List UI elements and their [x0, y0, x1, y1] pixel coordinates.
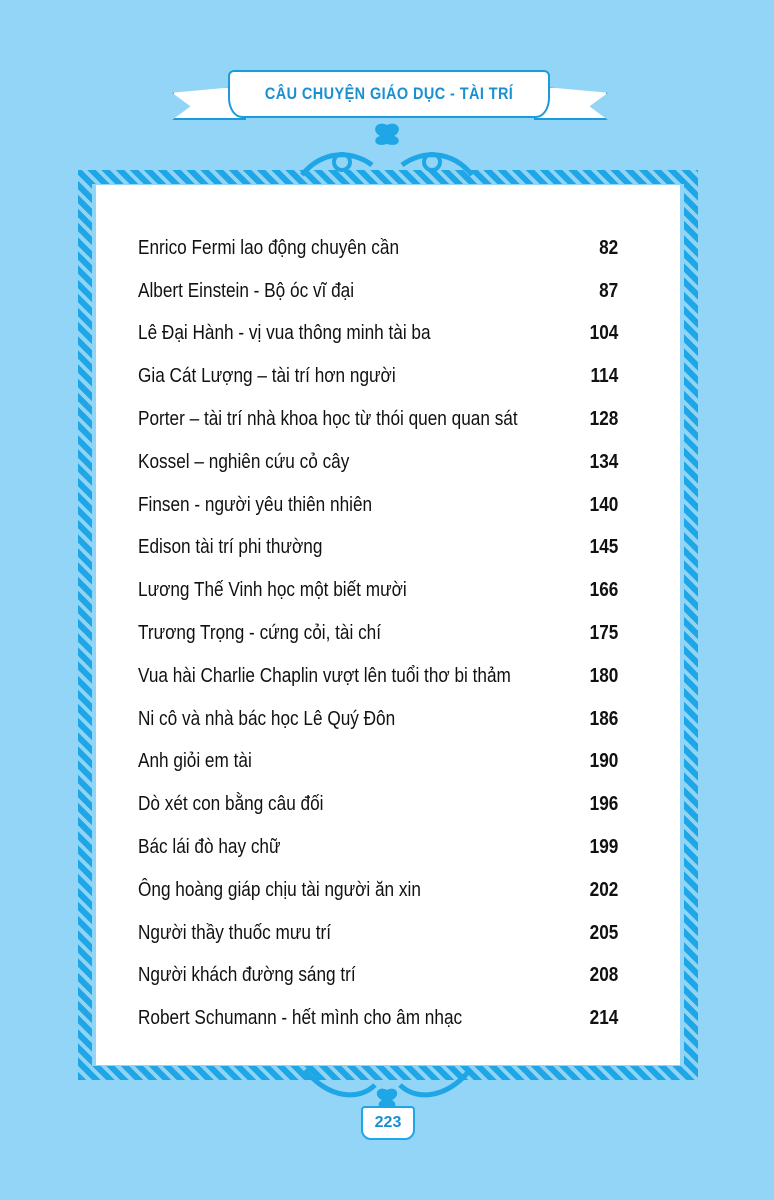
- toc-entry-title: Enrico Fermi lao động chuyên cần: [138, 236, 400, 259]
- toc-entry[interactable]: [138, 997, 618, 1040]
- toc-entry-title: Bác lái đò hay chữ: [138, 836, 281, 859]
- toc-entry-title: Vua hài Charlie Chaplin vượt lên tuổi thơ bi thảm: [138, 664, 511, 687]
- toc-entry-title: Anh giỏi em tài: [138, 750, 252, 773]
- toc-entry-title: Ông hoàng giáp chịu tài người ăn xin: [138, 878, 421, 901]
- toc-entry-page: 82: [598, 236, 618, 259]
- toc-entry-page: 190: [589, 750, 618, 773]
- table-of-contents: [138, 227, 618, 1040]
- toc-entry-page: 128: [589, 408, 618, 431]
- toc-entry-page: 145: [589, 536, 618, 559]
- toc-entry-title: Người thầy thuốc mưu trí: [138, 921, 332, 944]
- toc-entry-title: Porter – tài trí nhà khoa học từ thói quen quan sát: [138, 408, 518, 431]
- toc-entry-page: 202: [589, 878, 618, 901]
- toc-entry-page: 166: [589, 579, 618, 602]
- toc-entry-title: Ni cô và nhà bác học Lê Quý Đôn: [138, 707, 396, 730]
- toc-entry-title: Người khách đường sáng trí: [138, 964, 356, 987]
- toc-entry[interactable]: [138, 826, 618, 869]
- header-title: CÂU CHUYỆN GIÁO DỤC - TÀI TRÍ: [264, 84, 514, 103]
- toc-entry[interactable]: [138, 527, 618, 570]
- toc-entry-page: 114: [590, 365, 618, 388]
- toc-entry-page: 196: [589, 793, 618, 816]
- toc-entry[interactable]: [138, 484, 618, 527]
- toc-entry[interactable]: [138, 227, 618, 270]
- toc-entry[interactable]: [138, 698, 618, 741]
- toc-entry[interactable]: [138, 270, 618, 313]
- toc-entry-page: 87: [598, 279, 618, 302]
- toc-entry-title: Edison tài trí phi thường: [138, 536, 323, 559]
- toc-entry[interactable]: [138, 783, 618, 826]
- toc-entry-title: Robert Schumann - hết mình cho âm nhạc: [138, 1007, 463, 1030]
- page-number: 223: [374, 1114, 402, 1131]
- toc-entry-title: Lương Thế Vinh học một biết mười: [138, 579, 407, 602]
- toc-entry-page: 140: [589, 493, 618, 516]
- toc-entry-page: 199: [589, 836, 618, 859]
- toc-entry-title: Albert Einstein - Bộ óc vĩ đại: [138, 279, 355, 302]
- toc-entry-title: Gia Cát Lượng – tài trí hơn người: [138, 365, 396, 388]
- toc-entry[interactable]: [138, 612, 618, 655]
- toc-entry[interactable]: [138, 955, 618, 998]
- toc-entry[interactable]: [138, 313, 618, 356]
- toc-entry-page: 104: [589, 322, 618, 345]
- toc-entry[interactable]: [138, 355, 618, 398]
- toc-entry[interactable]: [138, 398, 618, 441]
- toc-entry-title: Lê Đại Hành - vị vua thông minh tài ba: [138, 322, 431, 345]
- toc-entry-page: 208: [589, 964, 618, 987]
- toc-entry-page: 180: [589, 664, 618, 687]
- toc-entry-title: Dò xét con bằng câu đối: [138, 793, 324, 816]
- toc-entry-title: Kossel – nghiên cứu cỏ cây: [138, 450, 350, 473]
- toc-entry[interactable]: [138, 441, 618, 484]
- toc-entry-page: 205: [589, 921, 618, 944]
- toc-entry[interactable]: [138, 655, 618, 698]
- toc-entry-title: Trương Trọng - cứng cỏi, tài chí: [138, 622, 382, 645]
- top-ornament-icon: [292, 120, 482, 180]
- toc-entry[interactable]: [138, 741, 618, 784]
- toc-entry-page: 214: [589, 1007, 618, 1030]
- toc-entry[interactable]: [138, 869, 618, 912]
- header-banner: [228, 70, 550, 118]
- toc-entry-page: 134: [589, 450, 618, 473]
- toc-entry-page: 175: [589, 622, 618, 645]
- toc-entry[interactable]: [138, 912, 618, 955]
- toc-entry[interactable]: [138, 569, 618, 612]
- page-number-badge: [361, 1106, 415, 1140]
- toc-entry-title: Finsen - người yêu thiên nhiên: [138, 493, 373, 516]
- toc-entry-page: 186: [589, 707, 618, 730]
